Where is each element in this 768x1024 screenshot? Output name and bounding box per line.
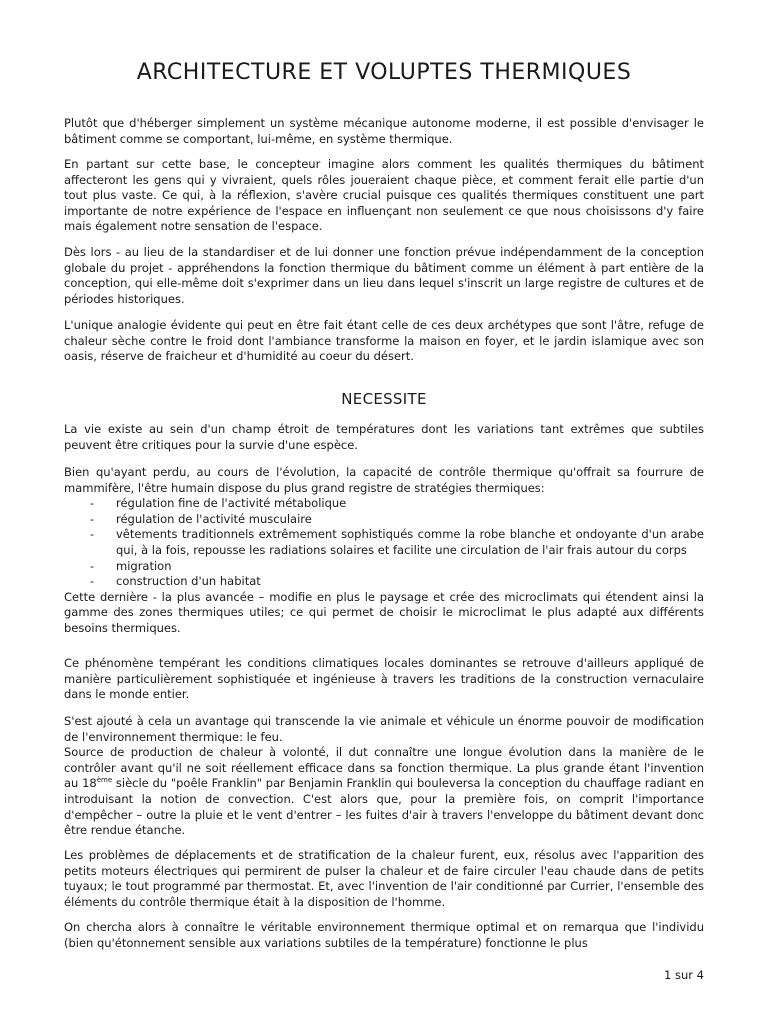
page-number: 1 sur 4 [664, 968, 704, 982]
section-title: NECESSITE [341, 390, 427, 408]
section-paragraph-5a: S'est ajouté à cela un avantage qui transcende la vie animale et véhicule un énorme pouvoir de modification de l'environnement thermique: le feu. [64, 714, 704, 744]
section-paragraph-3: Cette dernière - la plus avancée – modifie en plus le paysage et crée des microclimats qui étendent ainsi la gamme des zones thermiques utiles; ce qui permet de choisir le microclimat le plus adapté aux différents besoins thermiques. [64, 589, 704, 635]
section-paragraph-7: On chercha alors à connaître le véritable environnement thermique optimal et on remarqua que l'individu (bien qu'étonnement sensible aux variations subtiles de la température) fonctionne le plus [64, 920, 704, 950]
section-paragraph-4: Ce phénomène tempérant les conditions climatiques locales dominantes se retrouve d'ailleurs appliqué de manière particulièrement sophistiquée et ingénieuse à travers les traditions de la construction vernaculaire dans le monde entier. [64, 656, 704, 702]
list-item: - régulation fine de l'activité métabolique [64, 496, 704, 512]
document-title: ARCHITECTURE ET VOLUPTES THERMIQUES [136, 60, 632, 85]
section-paragraph-1: La vie existe au sein d'un champ étroit de températures dont les variations tant extrêmes que subtiles peuvent être critiques pour la survie d'une espèce. [64, 422, 704, 452]
section-paragraph-6: Les problèmes de déplacements et de stratification de la chaleur furent, eux, résolus avec l'apparition des petits moteurs électriques qui permirent de pulser la chaleur et de faire circuler l'eau chaude dans de petits tuyaux; le tout programmé par thermostat. Et, avec l'invention de l'air conditionné par Currier, l'ensemble des éléments du contrôle thermique était à la disposition de l'homme. [64, 848, 704, 909]
strategy-list [64, 496, 704, 590]
intro-paragraph-4: L'unique analogie évidente qui peut en être fait étant celle de ces deux archétypes que sont l'âtre, refuge de chaleur sèche contre le froid dont l'ambiance transforme la maison en foyer, et le jardin islamique avec son oasis, réserve de fraicheur et d'humidité au coeur du désert. [64, 318, 704, 364]
list-item: - migration [64, 559, 704, 575]
section-block-fire [64, 714, 704, 839]
intro-paragraph-2: En partant sur cette base, le concepteur imagine alors comment les qualités thermiques du bâtiment affecteront les gens qui y vivraient, quels rôles joueraient chaque pièce, et comment ferait elle partie d'un tout plus vaste. Ce qui, à la réflexion, s'avère crucial puisque ces qualités thermiques constituent une part importante de notre expérience de l'espace en influençant non seulement ce que nous choisissons d'y faire mais également notre sensation de l'espace. [64, 157, 704, 234]
section-paragraph-2: Bien qu'ayant perdu, au cours de l'évolution, la capacité de contrôle thermique qu'offrait sa fourrure de mammifère, l'être humain dispose du plus grand registre de stratégies thermiques: [64, 465, 704, 495]
intro-paragraph-3: Dès lors - au lieu de la standardiser et de lui donner une fonction prévue indépendamment de la conception globale du projet - appréhendons la fonction thermique du bâtiment comme un élément à part entière de la conception, qui elle-même doit s'exprimer dans un lieu dans lequel s'inscrit un large registre de cultures et de périodes historiques. [64, 245, 704, 306]
intro-paragraph-1: Plutôt que d'héberger simplement un système mécanique autonome moderne, il est possible d'envisager le bâtiment comme se comportant, lui-même, en système thermique. [64, 116, 704, 146]
list-item: - régulation de l'activité musculaire [64, 512, 704, 528]
section-block-strategies [64, 465, 704, 637]
list-item: - vêtements traditionnels extrêmement sophistiqués comme la robe blanche et ondoyante d'un arabe qui, à la fois, repousse les radiations solaires et facilite une circulation de l'air frais autour du corps [64, 527, 704, 558]
section-paragraph-5b: Source de production de chaleur à volonté, il dut connaître une longue évolution dans la manière de le contrôler avant qu'il ne soit réellement efficace dans sa fonction thermique. La plus grande étant l'invention au 18ème siècle du "poêle Franklin" par Benjamin Franklin qui bouleversa la conception du chauffage radiant en introduisant la notion de convection. C'est alors que, pour la première fois, on comprit l'importance d'empêcher – outre la pluie et le vent d'entrer – les fuites d'air à travers l'enveloppe du bâtiment devant donc être rendue étanche. [64, 745, 705, 838]
list-item: - construction d'un habitat [64, 574, 704, 590]
